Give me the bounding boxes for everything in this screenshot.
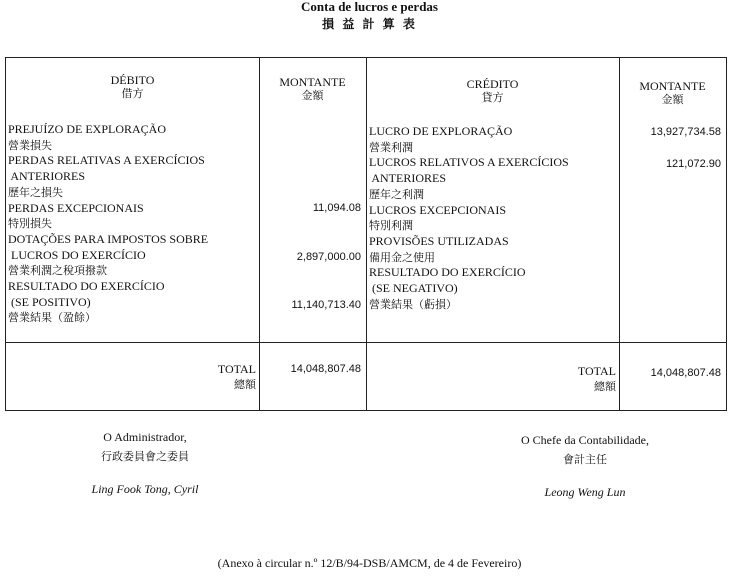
debit-header-label-cn: 借方 [121, 87, 144, 100]
debit-header [6, 73, 259, 101]
amount-header-credit [619, 79, 726, 107]
credit-line: LUCROS EXCEPCIONAIS [369, 202, 507, 217]
accountant-name: Leong Weng Lun [544, 485, 626, 499]
row-divider [6, 342, 726, 343]
debit-line: 歷年之損失 [8, 185, 63, 199]
credit-line: 歷年之利潤 [369, 187, 424, 201]
debit-line: 特別損失 [8, 217, 52, 231]
debit-amount: 11,094.08 [312, 202, 361, 214]
debit-line: ANTERIORES [8, 169, 86, 184]
amount-header-debit [259, 75, 366, 103]
credit-header-label: CRÉDITO [466, 77, 519, 91]
total-label-credit [366, 364, 616, 394]
accountant-signature-block [470, 433, 700, 500]
column-divider [259, 58, 260, 410]
total-label-cn: 總額 [234, 378, 256, 391]
page-title: Conta de lucros e perdas [301, 0, 438, 14]
total-debit-amount: 14,048,807.48 [290, 363, 361, 375]
debit-line: RESULTADO DO EXERCÍCIO [8, 279, 165, 294]
credit-line: LUCRO DE EXPLORAÇÃO [369, 124, 513, 138]
page-title-chinese: 損 益 計 算 表 [322, 17, 417, 31]
credit-amount: 13,927,734.58 [650, 126, 721, 138]
administrator-name: Ling Fook Tong, Cyril [91, 482, 199, 496]
accountant-title: O Chefe da Contabilidade, [521, 433, 649, 447]
total-label: TOTAL [577, 364, 616, 378]
credit-line: 特別利潤 [369, 219, 413, 233]
credit-line: 營業結果（虧損） [369, 297, 457, 311]
administrator-title: O Administrador, [103, 430, 187, 444]
amount-header-label: MONTANTE [639, 79, 706, 93]
credit-line: LUCROS RELATIVOS A EXERCÍCIOS [369, 155, 569, 170]
debit-line: 營業利潤之稅項撥款 [8, 264, 107, 278]
credit-amount: 121,072.90 [665, 158, 721, 170]
footer-note: (Anexo à circular n.º 12/B/94-DSB/AMCM, de 4 de Fevereiro) [217, 556, 522, 570]
debit-amount: 11,140,713.40 [291, 299, 361, 311]
total-label-debit [6, 362, 256, 392]
total-credit-amount: 14,048,807.48 [650, 367, 721, 379]
debit-amount: 2,897,000.00 [296, 251, 361, 263]
debit-line: PREJUÍZO DE EXPLORAÇÃO [8, 122, 167, 136]
debit-lines [8, 122, 208, 326]
amount-header-label-cn: 金額 [661, 93, 684, 106]
debit-line: LUCROS DO EXERCÍCIO [8, 247, 146, 262]
debit-line: DOTAÇÕES PARA IMPOSTOS SOBRE [8, 231, 209, 246]
accountant-title-cn: 會計主任 [563, 453, 607, 466]
credit-line: (SE NEGATIVO) [369, 281, 458, 296]
profit-loss-table [5, 57, 727, 411]
credit-header [366, 77, 619, 105]
total-label: TOTAL [217, 362, 256, 376]
credit-lines [369, 124, 569, 312]
debit-line: PERDAS EXCEPCIONAIS [8, 200, 144, 215]
debit-line: PERDAS RELATIVAS A EXERCÍCIOS [8, 153, 205, 168]
column-divider [366, 58, 367, 410]
credit-line: PROVISÕES UTILIZADAS [369, 233, 509, 248]
debit-line: 營業結果（盈餘） [8, 311, 96, 325]
total-label-cn: 總額 [594, 380, 616, 393]
amount-header-label-cn: 金額 [301, 89, 324, 102]
debit-line: (SE POSITIVO) [8, 294, 91, 309]
debit-header-label: DÉBITO [110, 73, 155, 87]
credit-line: RESULTADO DO EXERCÍCIO [369, 265, 526, 280]
amount-header-label: MONTANTE [279, 75, 346, 89]
credit-line: 營業利潤 [369, 140, 413, 154]
administrator-signature-block [30, 430, 260, 497]
column-divider [619, 58, 620, 410]
administrator-title-cn: 行政委員會之委員 [101, 450, 189, 463]
debit-line: 營業損失 [8, 138, 52, 152]
credit-header-label-cn: 貸方 [481, 91, 504, 104]
credit-line: ANTERIORES [369, 171, 447, 186]
credit-line: 備用金之使用 [369, 250, 435, 264]
